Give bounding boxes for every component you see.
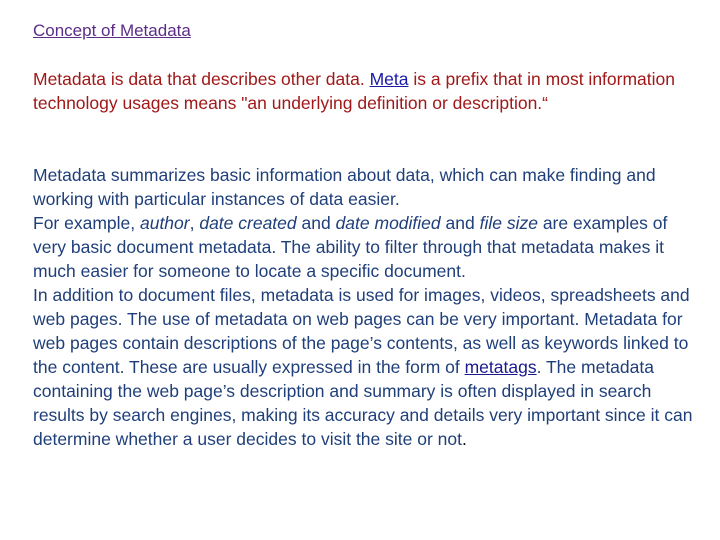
metatags-link[interactable]: metatags bbox=[464, 357, 537, 377]
definition-text-start: Metadata is data that describes other data. bbox=[33, 69, 370, 89]
definition-text-end: is a prefix that in most information technology usages means "an underlying definition or description.“ bbox=[33, 69, 675, 113]
web-metadata-text-end: . The metadata containing the web page’s description and summary is often displayed in search results by search engines, making its accuracy and details very important since it can determine whether a user decides to visit the site or not bbox=[33, 357, 693, 449]
example-author: author bbox=[139, 213, 190, 233]
example-date-modified: date modified bbox=[335, 213, 441, 233]
example-date-created: date created bbox=[199, 213, 297, 233]
web-metadata-text: In addition to document files, metadata is used for images, videos, spreadsheets and web pages. The use of metadata on web pages can be very important. Metadata for web pages contain descriptions of the page’s contents, as well as keywords linked to the content. These are usually expressed in the form of bbox=[33, 285, 690, 377]
example-rest: are examples of very basic document metadata. The ability to filter through that metadata makes it much easier for someone to locate a specific document. bbox=[33, 213, 668, 281]
page-title: Concept of Metadata bbox=[33, 21, 191, 40]
details-paragraph: Metadata summarizes basic information about data, which can make finding and working with particular instances of data easier. For example, author, date created and date modified and file size are examples of very basic document metadata. The ability to filter through that metadata makes it much easier for someone to locate a specific document. In addition to document files, metadata is used for images, videos, spreadsheets and web pages. The use of metadata on web pages can be very important. Metadata for web pages contain descriptions of the page’s contents, as well as keywords linked to the content. These are usually expressed in the form of metatags. The metadata containing the web page’s description and summary is often displayed in search results by search engines, making its accuracy and details very important since it can determine whether a user decides to visit the site or not. bbox=[33, 165, 693, 449]
example-file-size: file size bbox=[479, 213, 538, 233]
definition-paragraph bbox=[33, 67, 701, 115]
summary-sentence: Metadata summarizes basic information about data, which can make finding and working with particular instances of data easier. bbox=[33, 165, 656, 209]
meta-link[interactable]: Meta bbox=[369, 69, 409, 89]
example-intro: For example, bbox=[33, 213, 140, 233]
final-period: . bbox=[461, 429, 467, 449]
